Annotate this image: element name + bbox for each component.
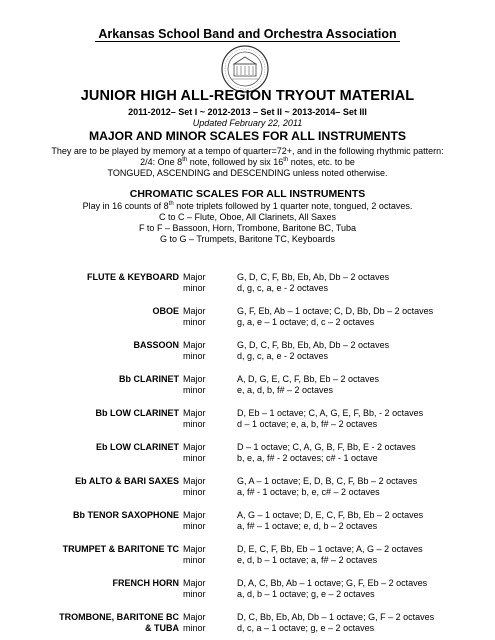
instructions-line-2: 2/4: One 8th note, followed by six 16th notes, etc. to be: [140, 157, 355, 167]
instrument-name: FLUTE & KEYBOARD: [87, 272, 179, 282]
major-label: Major: [183, 544, 206, 554]
major-label: Major: [183, 340, 206, 350]
chromatic-item: G to G – Trumpets, Baritone TC, Keyboards: [160, 234, 335, 244]
major-scales: G, D, C, F, Bb, Eb, Ab, Db – 2 octaves: [237, 272, 390, 282]
minor-label: minor: [183, 623, 206, 633]
minor-scales: e, a, d, b, f# – 2 octaves: [237, 385, 334, 395]
minor-label: minor: [183, 317, 206, 327]
scales-heading: MAJOR AND MINOR SCALES FOR ALL INSTRUMENTS: [88, 129, 407, 143]
major-label: Major: [183, 578, 206, 588]
minor-scales: d, g, c, a, e - 2 octaves: [237, 283, 329, 293]
major-label: Major: [183, 374, 206, 384]
major-label: Major: [183, 612, 206, 622]
major-scales: D, Eb – 1 octave; C, A, G, E, F, Bb, - 2 octaves: [237, 408, 424, 418]
minor-label: minor: [183, 385, 206, 395]
asboa-seal-logo: [220, 44, 270, 94]
major-scales: D, A, C, Bb, Ab – 1 octave; G, F, Eb – 2 octaves: [237, 578, 428, 588]
set-years: 2011-2012– Set I ~ 2012-2013 – Set II ~ 2013-2014– Set III: [128, 107, 367, 117]
minor-label: minor: [183, 351, 206, 361]
organization-name: Arkansas School Band and Orchestra Association: [95, 27, 400, 42]
minor-scales: d, g, c, a, e - 2 octaves: [237, 351, 329, 361]
chromatic-line-1: Play in 16 counts of 8th note triplets followed by 1 quarter note, tongued, 2 octaves.: [82, 201, 413, 211]
major-scales: G, D, C, F, Bb, Eb, Ab, Db – 2 octaves: [237, 340, 390, 350]
instrument-name: Eb ALTO & BARI SAXES: [75, 476, 179, 486]
instrument-name: FRENCH HORN: [112, 578, 179, 588]
instrument-name-line-2: & TUBA: [145, 623, 179, 633]
chromatic-item: F to F – Bassoon, Horn, Trombone, Baritone BC, Tuba: [138, 223, 357, 233]
minor-scales: e, d, b – 1 octave; a, f# – 2 octaves: [237, 555, 378, 565]
instrument-name: OBOE: [152, 306, 179, 316]
major-label: Major: [183, 272, 206, 282]
instructions-line-3: TONGUED, ASCENDING and DESCENDING unless noted otherwise.: [107, 168, 388, 178]
minor-scales: d – 1 octave; e, a, b, f# – 2 octaves: [237, 419, 378, 429]
major-scales: D, C, Bb, Eb, Ab, Db – 1 octave; G, F – 2 octaves: [237, 612, 435, 622]
minor-label: minor: [183, 521, 206, 531]
minor-scales: b, e, a, f# - 2 octaves; c# - 1 octave: [237, 453, 378, 463]
minor-label: minor: [183, 555, 206, 565]
chromatic-instructions: [0, 201, 495, 245]
minor-label: minor: [183, 487, 206, 497]
major-label: Major: [183, 408, 206, 418]
instrument-name: Bb CLARINET: [119, 374, 179, 384]
instrument-name: BASSOON: [133, 340, 179, 350]
instrument-name: TRUMPET & BARITONE TC: [62, 544, 179, 554]
major-scales: A, G – 1 octave; D, E, C, F, Bb, Eb – 2 octaves: [237, 510, 424, 520]
instrument-name: TROMBONE, BARITONE BC: [59, 612, 179, 622]
minor-label: minor: [183, 453, 206, 463]
minor-label: minor: [183, 283, 206, 293]
minor-label: minor: [183, 589, 206, 599]
instrument-name: Eb LOW CLARINET: [96, 442, 179, 452]
major-scales: G, F, Eb, Ab – 1 octave; C, D, Bb, Db – 2 octaves: [237, 306, 434, 316]
major-scales: D, E, C, F, Bb, Eb – 1 octave; A, G – 2 octaves: [237, 544, 423, 554]
page-title: JUNIOR HIGH ALL-REGION TRYOUT MATERIAL: [80, 88, 415, 104]
instrument-name: Bb LOW CLARINET: [95, 408, 179, 418]
minor-scales: d, c, a – 1 octave; g, e – 2 octaves: [237, 623, 375, 633]
major-label: Major: [183, 476, 206, 486]
minor-label: minor: [183, 419, 206, 429]
updated-date: Updated February 22, 2011: [192, 118, 303, 128]
major-scales: G, A – 1 octave; E, D, B, C, F, Bb – 2 octaves: [237, 476, 418, 486]
instrument-name: Bb TENOR SAXOPHONE: [72, 510, 179, 520]
minor-scales: a, d, b – 1 octave; g, e – 2 octaves: [237, 589, 375, 599]
major-label: Major: [183, 442, 206, 452]
minor-scales: a, f# - 1 octave; b, e, c# – 2 octaves: [237, 487, 380, 497]
instructions-line-1: They are to be played by memory at a tempo of quarter=72+, and in the following rhythmic pattern:: [51, 146, 444, 156]
minor-scales: a, f# – 1 octave; e, d, b – 2 octaves: [237, 521, 378, 531]
major-label: Major: [183, 306, 206, 316]
chromatic-heading: CHROMATIC SCALES FOR ALL INSTRUMENTS: [129, 188, 366, 200]
major-label: Major: [183, 510, 206, 520]
minor-scales: g, a, e – 1 octave; d, c – 2 octaves: [237, 317, 375, 327]
major-scales: D – 1 octave; C, A, G, B, F, Bb, E - 2 octaves: [237, 442, 416, 452]
scales-instructions: [0, 146, 495, 179]
major-scales: A, D, G, E, C, F, Bb, Eb – 2 octaves: [237, 374, 380, 384]
chromatic-item: C to C – Flute, Oboe, All Clarinets, All Saxes: [158, 212, 337, 222]
